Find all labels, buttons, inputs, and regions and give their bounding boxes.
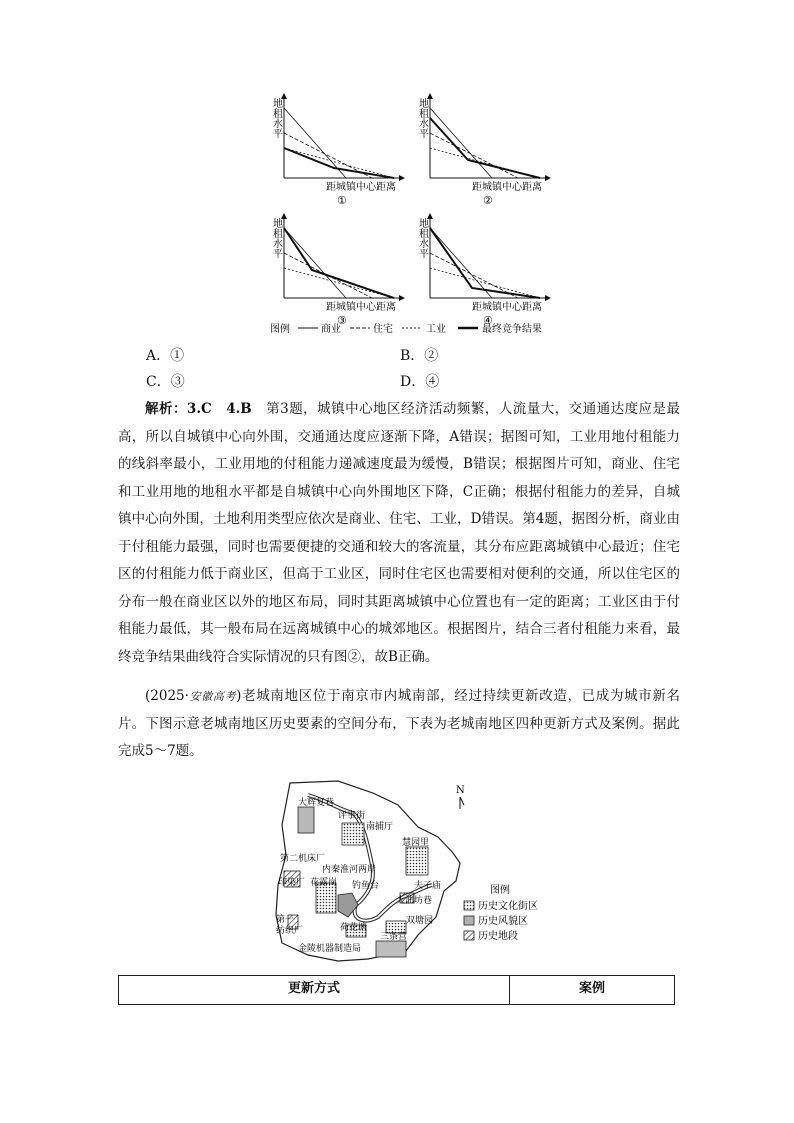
map-label-15: 三条营 [380,932,408,942]
map-label-5: 第二机床厂 [280,854,326,864]
commerce-line [284,228,346,298]
legend-residential: 住宅 [373,324,393,335]
map-label-4: 慧园里 [402,838,430,848]
map-label-12b: 纺织厂 [276,926,304,936]
map-label-3: 南捕厅 [366,822,394,832]
final-result-line [430,228,540,298]
x-axis-label: 距城镇中心距离 [472,182,542,193]
source-open: (2025· [145,688,189,704]
panel-number: ① [337,194,347,207]
north-label: N [456,785,465,796]
legend-swatch-style [464,916,474,925]
commerce-line [430,108,492,178]
north-arrow-icon [460,797,464,809]
analysis-answer: 3.C 4.B [186,401,267,417]
option-c[interactable]: C．③ [146,374,185,390]
legend-prefix: 图例 [270,324,290,335]
legend-swatch-site [464,931,474,940]
chart-legend [270,322,542,335]
y-axis-label: 地租水平 [270,98,282,138]
map-legend-title: 图例 [490,885,510,896]
option-b[interactable]: B．② [400,348,439,364]
map-label-11: 大油坊巷 [396,896,433,906]
source-name: 安徽高考 [188,690,237,703]
map-label-1: 大辉复巷 [298,798,335,808]
old-city-south-map [268,775,568,970]
chart-panel-1 [271,96,403,207]
x-axis-label: 距城镇中心距离 [326,182,396,193]
update-table [118,975,675,1005]
map-label-12a: 第一 [276,915,295,925]
panel-number: ④ [483,314,493,327]
commerce-line [430,228,492,298]
district-nanbuting [342,823,364,845]
district-jinling-arsenal [376,941,406,957]
table-header-case: 案例 [578,981,605,996]
map-label-7: 印染厂 [278,878,306,888]
y-axis-label: 地租水平 [416,98,428,138]
map-label-10: 夫子庙 [414,881,442,891]
chart-panel-3 [271,216,403,327]
residential-line [430,133,518,178]
option-a[interactable]: A．① [146,348,185,364]
map-label-13: 荷花塘 [340,923,368,933]
bid-rent-charts [262,92,562,342]
x-axis-label: 距城镇中心距离 [326,302,396,313]
legend-swatch-culture [464,901,474,910]
district-dahuifuxiang [298,807,314,833]
legend-site: 历史地段 [478,931,518,942]
chart-panel-2 [417,96,549,207]
industry-line [284,148,394,178]
map-label-2: 评事街 [338,811,366,821]
chart-panel-4 [417,216,549,327]
panel-number: ③ [337,314,347,327]
map-label-16: 金陵机器制造局 [298,944,362,954]
x-axis-label: 距城镇中心距离 [472,302,542,313]
intro-paragraph [118,683,680,766]
legend-commerce: 商业 [321,324,341,335]
option-d[interactable]: D．④ [400,374,440,390]
y-axis-label: 地租水平 [416,218,428,258]
analysis-body: 第3题，城镇中心地区经济活动频繁，人流量大，交通通达度应是最高，所以自城镇中心向外围，交通通达度应逐渐下降，A错误；据图可知，工业用地付租能力的线斜率最小，工业用地的付租能力递减速度最为缓慢，B错误；根据图片可知，商业、住宅和工业用地的地租水平都是自城镇中心向外围地区下降，C正确；根据付租能力的差异，自城镇中心向外围，土地利用类型应依次是商业、住宅、工业，D错误。第4题，据图分析，商业由于付租能力最强，同时也需要便捷的交通和较大的客流量，其分布应距离城镇中心最近；住宅区的付租能力低于商业区，但高于工业区，同时住宅区也需要相对便利的交通，所以住宅区的分布一般在商业区以外的地区布局，同时其距离城镇中心位置也有一定的距离；工业区由于付租能力最低，其一般布局在远离城镇中心的城郊地区。根据图片，结合三者付租能力来看，最终竞争结果曲线符合实际情况的只有图②，故B正确。 [118,401,681,665]
district-huiyuanli [406,847,428,875]
map-label-8: 花露岗 [310,878,338,888]
legend-final: 最终竞争结果 [482,324,542,335]
y-axis-label: 地租水平 [270,218,282,258]
source-close: ) [236,688,242,704]
industry-line [284,268,394,298]
residential-line [430,253,518,298]
map-label-9: 钓鱼台 [352,881,380,891]
final-result-line [284,228,394,298]
legend-industry: 工业 [426,324,446,335]
panel-number: ② [483,194,493,207]
legend-style: 历史风貌区 [478,916,528,927]
map-label-14: 双塘园 [406,916,434,926]
legend-culture: 历史文化街区 [478,901,538,912]
analysis-head: 解析： [145,401,187,417]
map-label-6: 内秦淮河两岸 [322,865,377,875]
table-header-method: 更新方式 [119,976,510,1004]
analysis-paragraph [118,396,680,671]
industry-line [430,268,540,298]
intro-text: 老城南地区位于南京市内城南部，经过持续更新改造，已成为城市新名片。下图示意老城南地区历史要素的空间分布，下表为老城南地区四种更新方式及案例。据此完成5～7题。 [118,688,681,759]
